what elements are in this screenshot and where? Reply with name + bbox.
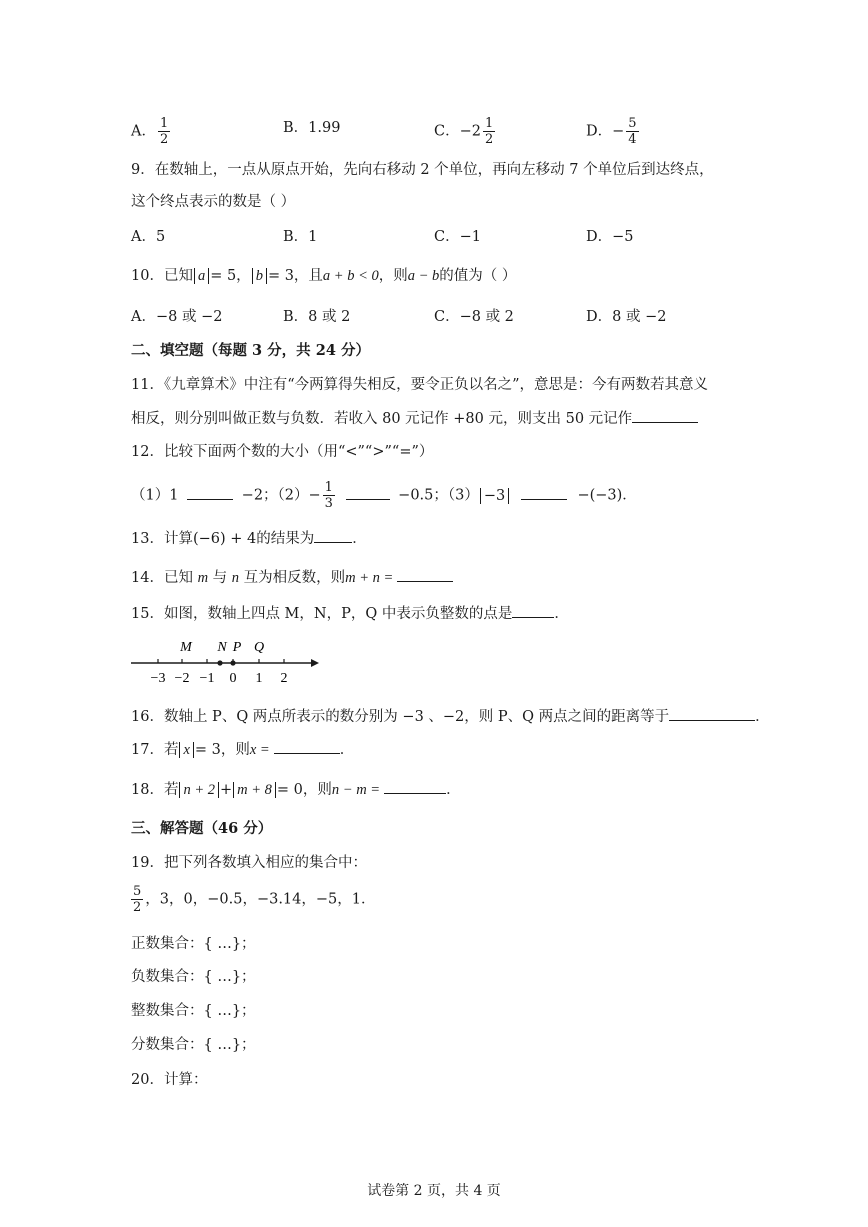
q11-line2: 相反，则分别叫做正数与负数．若收入 80 元记作 +80 元，则支出 50 元记作 (131, 408, 698, 429)
q10-option-a: A．−8 或 −2 (131, 309, 223, 325)
q18-stem: 18．若 n + 2 + m + 8 = 0，则n − m = ． (131, 779, 461, 800)
q18-answer-blank[interactable] (384, 779, 446, 794)
q19-set-positive: 正数集合：{ …}； (131, 936, 256, 952)
q10-option-b: B．8 或 2 (283, 309, 351, 325)
q11-line1: 11．《九章算术》中注有“今两算得失相反，要令正负以名之”，意思是：今有两数若其意义 (131, 377, 709, 393)
number-line-point-label: M (180, 640, 192, 655)
number-line-tick-label: 0 (229, 671, 237, 686)
q8-option-b: B．1.99 (283, 120, 341, 136)
q15-number-line (125, 634, 325, 686)
q9-line1: 9．在数轴上，一点从原点开始，先向右移动 2 个单位，再向左移动 7 个单位后到达终点， (131, 162, 714, 178)
q10-option-c: C．−8 或 2 (434, 309, 514, 325)
q9-option-c: C．−1 (434, 229, 481, 245)
q8-option-d: D．− $\frac{5}{4}$ (586, 116, 637, 147)
q14-answer-blank[interactable] (397, 567, 453, 582)
q9-option-d: D．−5 (586, 229, 634, 245)
q19-numbers: $\frac{5}{2}$ ，3，0，−0.5，−3.14，−5，1． (133, 884, 376, 915)
q12-blank-3[interactable] (521, 485, 567, 500)
number-line-tick-label: −1 (199, 671, 215, 686)
q19-set-integer: 整数集合：{ …}； (131, 1003, 256, 1019)
q16-stem: 16．数轴上 P、Q 两点所表示的数分别为 −3 、−2，则 P、Q 两点之间的距离等于 ． (131, 706, 770, 727)
number-line-tick-label: −2 (174, 671, 190, 686)
q8-option-c: C．−2 $\frac{1}{2}$ (434, 116, 494, 147)
q12-blank-2[interactable] (346, 485, 390, 500)
q17-answer-blank[interactable] (274, 739, 340, 754)
q12-line2: （1）1 −2；（2）− $\frac{1}{3}$ −0.5；（3） −3 −(−3)． (131, 480, 637, 511)
number-line-point-label: Q (253, 640, 265, 655)
page-footer: 试卷第 2 页，共 4 页 (367, 1183, 501, 1199)
q12-blank-1[interactable] (187, 485, 233, 500)
q14-stem: 14．已知 m 与 n 互为相反数，则m + n = (131, 567, 453, 588)
q13-stem: 13．计算(−6) + 4的结果为 ． (131, 528, 367, 549)
q19-set-negative: 负数集合：{ …}； (131, 969, 256, 985)
q10-option-d: D．8 或 −2 (586, 309, 667, 325)
number-line-tick-label: 1 (255, 671, 263, 686)
q15-stem: 15．如图，数轴上四点 M，N，P，Q 中表示负整数的点是 ． (131, 603, 569, 624)
q12-line1: 12．比较下面两个数的大小（用“<”“>”“=”） (131, 444, 434, 460)
q10-stem: 10．已知 a = 5， b = 3，且a + b < 0，则a − b的值为（ ） (131, 268, 517, 284)
number-line-point-label: N (217, 640, 227, 655)
section-2-title: 二、填空题（每题 3 分，共 24 分） (131, 342, 370, 359)
q9-line2: 这个终点表示的数是（ ） (131, 194, 296, 210)
section-3-title: 三、解答题（46 分） (131, 820, 273, 837)
number-line-point (217, 660, 222, 665)
number-line-tick-label: 2 (280, 671, 288, 686)
number-line-tick-label: −3 (150, 671, 166, 686)
q16-answer-blank[interactable] (669, 706, 755, 721)
number-line-point (230, 660, 235, 665)
number-line-point-label: P (232, 640, 242, 655)
q20-title: 20．计算： (131, 1072, 208, 1088)
axis-arrow-icon (311, 659, 319, 667)
q17-stem: 17．若 x = 3，则x = ． (131, 739, 354, 760)
q13-answer-blank[interactable] (314, 528, 352, 543)
q15-answer-blank[interactable] (512, 603, 554, 618)
q19-set-fraction: 分数集合：{ …}； (131, 1037, 256, 1053)
q9-option-b: B．1 (283, 229, 318, 245)
q9-option-a: A．5 (131, 229, 166, 245)
q19-title: 19．把下列各数填入相应的集合中： (131, 855, 367, 871)
q11-answer-blank[interactable] (632, 408, 698, 423)
q8-option-a: A． $\frac{1}{2}$ (131, 116, 169, 147)
